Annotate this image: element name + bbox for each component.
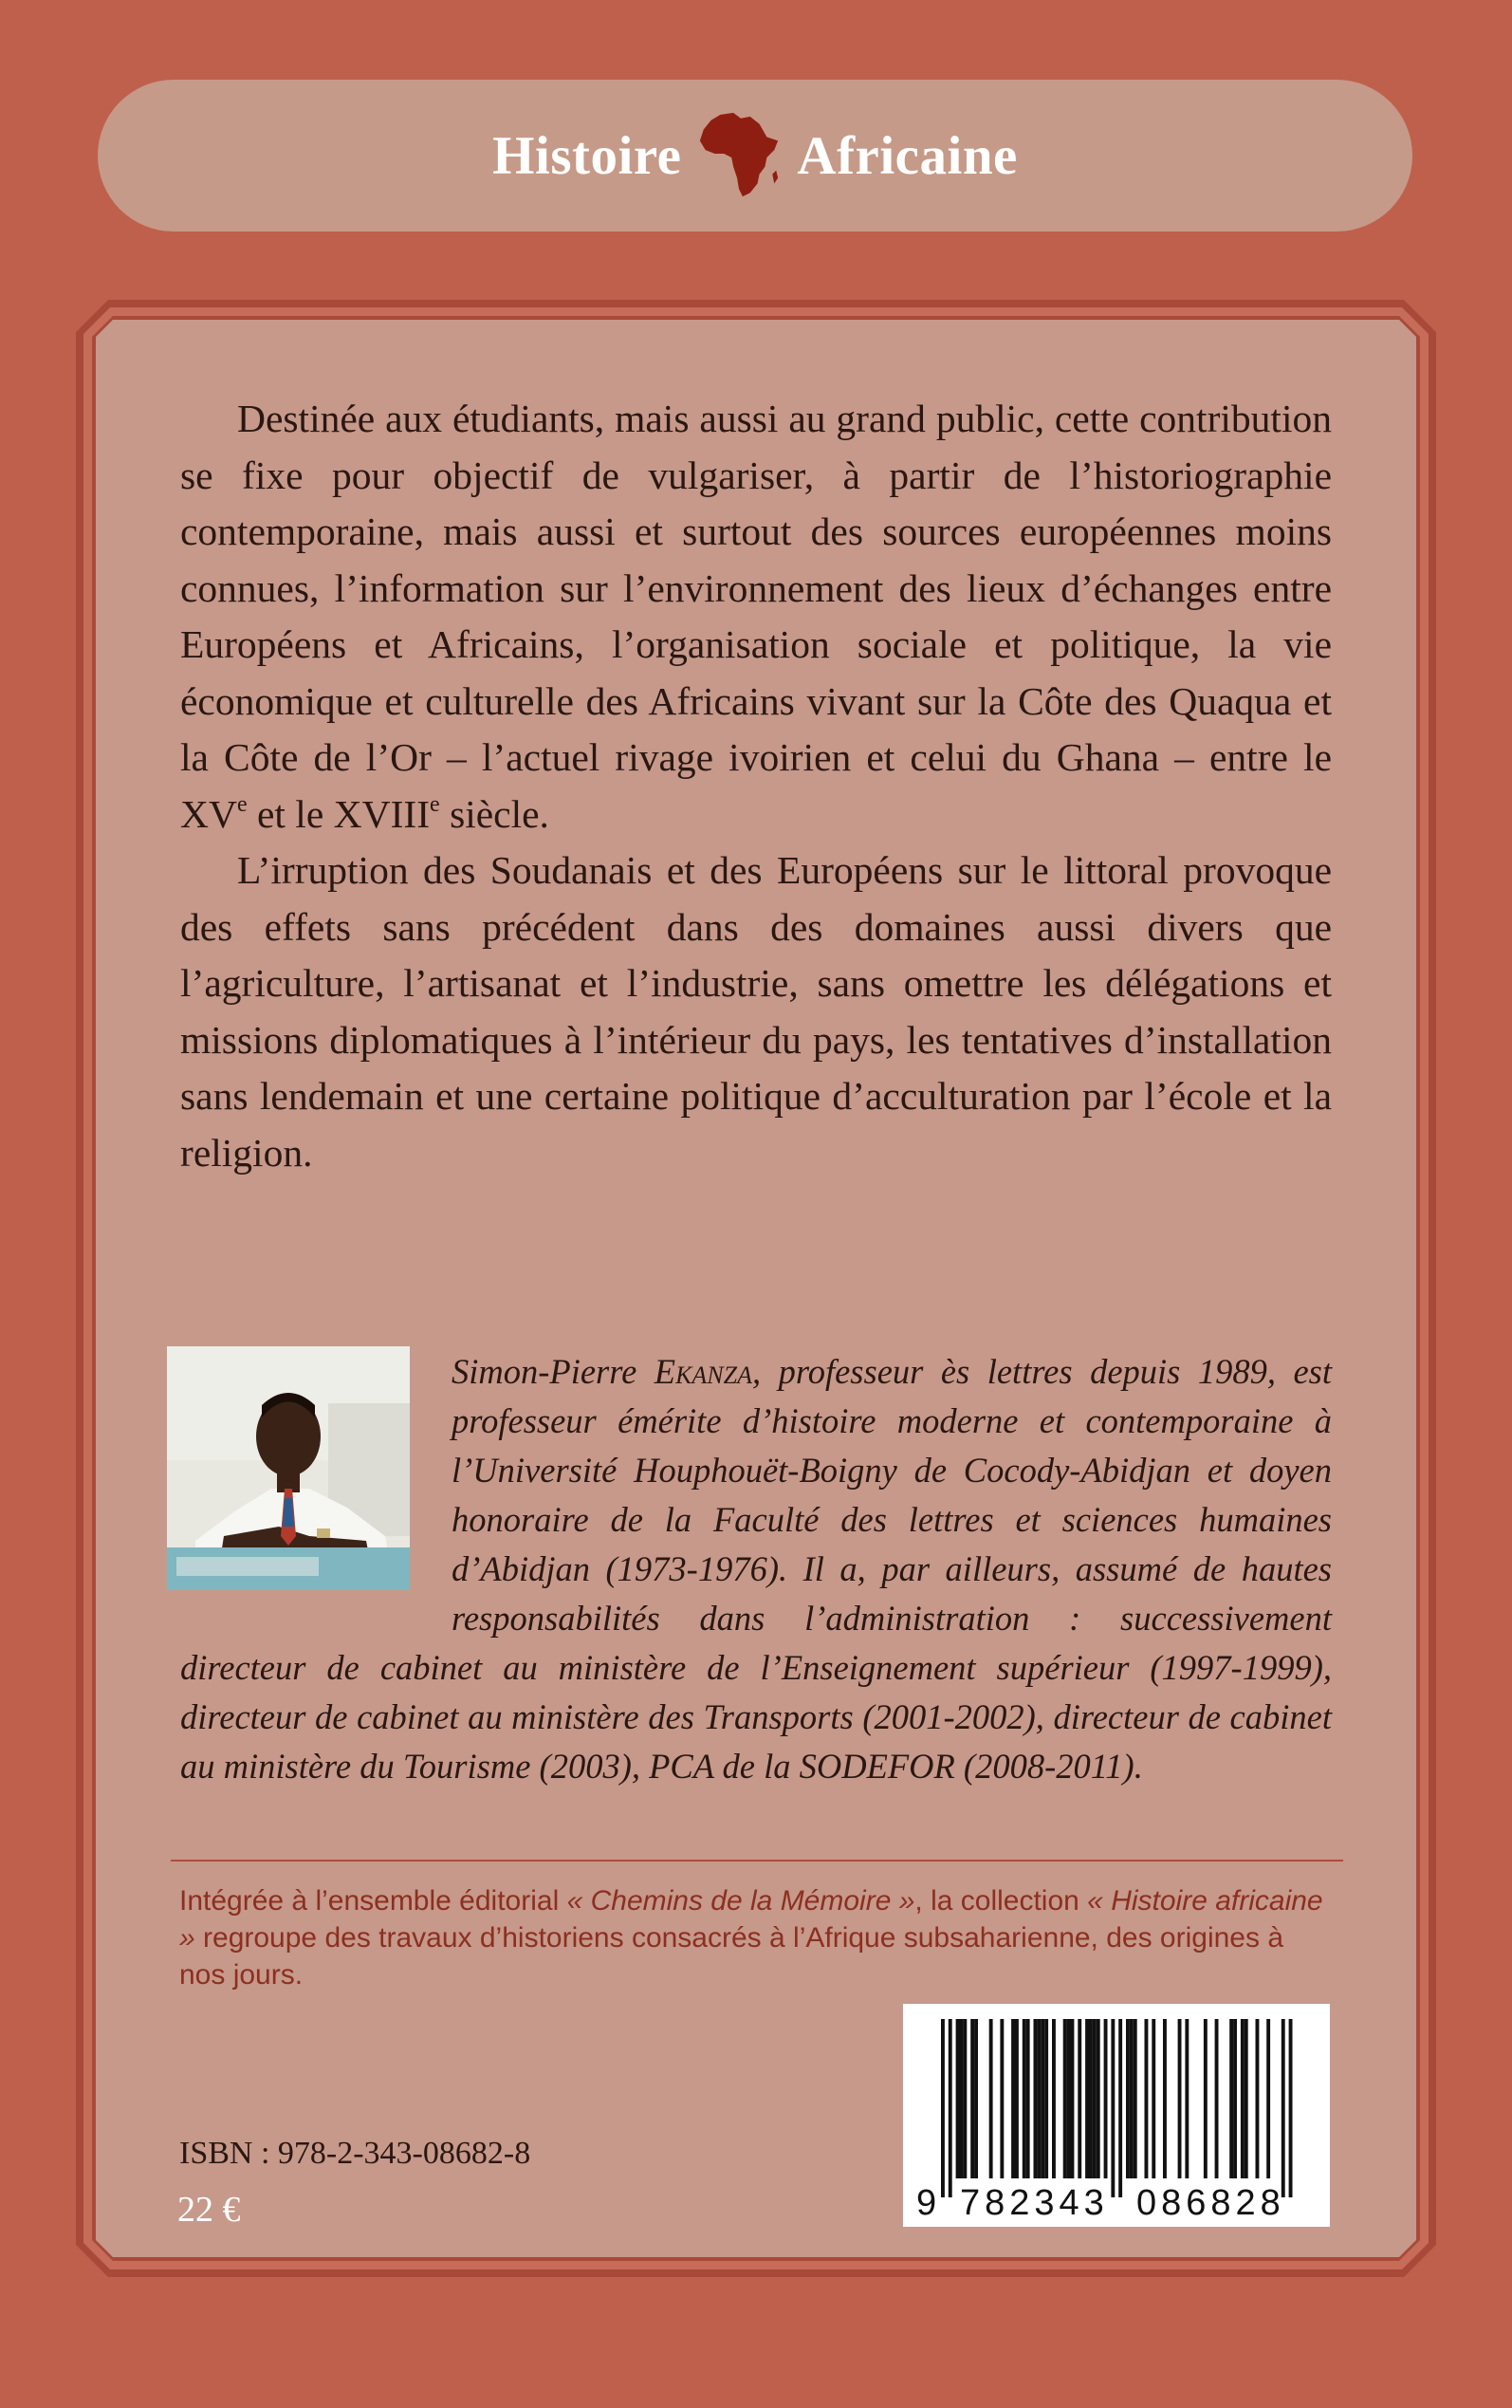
barcode [903, 2004, 1330, 2227]
barcode-bar [1289, 2019, 1293, 2197]
collection-note: Intégrée à l’ensemble éditorial « Chemins de la Mémoire », la collection « Histoire africaine » regroupe des travaux d’historiens consacrés à l’Afrique subsaharienne, des origines à nos jours. [179, 1885, 1323, 1991]
barcode-bar [989, 2019, 993, 2178]
barcode-bar [1041, 2019, 1044, 2178]
barcode-bar [1256, 2019, 1260, 2178]
author-bio-text: , professeur ès lettres depuis 1989, est professeur émérite d’histoire moderne et contemporaine à l’Université Houphouët-Boigny de Cocody-Abidjan et doyen honoraire de la Faculté des lettres et sciences humaines d’Abidjan (1973-1976). Il a, par ailleurs, assumé de hautes responsabilités dans l’administration : successivement directeur de cabinet au ministère de l’Enseignement supérieur (1997-1999), directeur de cabinet au ministère des Transports (2001-2002), directeur de cabinet au ministère du Tourisme (2003), PCA de la SODEFOR (2008-2011). [180, 1352, 1332, 1786]
barcode-bar [1026, 2019, 1030, 2178]
barcode-bar [1111, 2019, 1115, 2197]
barcode-bar [1163, 2019, 1167, 2178]
summary-paragraph-2: L’irruption des Soudanais et des Européens sur le littoral provoque des effets sans précédent dans des domaines aussi divers que l’agriculture, l’artisanat et l’industrie, sans omettre les délégations et missions diplomatiques à l’intérieur du pays, les tentatives d’installation sans lendemain et une certaine politique d’acculturation par l’école et la religion. [180, 848, 1332, 1175]
barcode-bar [1104, 2019, 1108, 2178]
barcode-bar [1071, 2019, 1075, 2178]
series-name-chemins: « Chemins de la Mémoire » [566, 1885, 915, 1917]
barcode-bar [1085, 2019, 1089, 2178]
barcode-digits-group-2: 086828 [1136, 2183, 1285, 2223]
barcode-bar [1152, 2019, 1155, 2178]
author-bio [180, 1347, 1332, 1791]
barcode-bar [1282, 2019, 1285, 2197]
summary-text [180, 391, 1332, 1181]
barcode-bar [963, 2019, 967, 2178]
collection-banner [98, 80, 1412, 232]
barcode-bar [941, 2019, 945, 2197]
barcode-bar [1097, 2019, 1100, 2178]
barcode-bar [1134, 2019, 1137, 2178]
barcode-bar [1229, 2019, 1233, 2178]
barcode-bar [1204, 2019, 1208, 2178]
barcode-bar [1015, 2019, 1019, 2178]
banner-word-histoire: Histoire [492, 125, 682, 186]
barcode-bar [1266, 2019, 1270, 2178]
barcode-bar [1023, 2019, 1026, 2178]
barcode-digit-lead: 9 [916, 2183, 937, 2223]
section-divider [171, 1860, 1343, 1862]
author-first-names: Simon-Pierre [452, 1352, 655, 1391]
barcode-bar [1052, 2019, 1056, 2178]
barcode-bar [1241, 2019, 1245, 2178]
author-surname: Ekanza [654, 1352, 752, 1391]
africa-map-icon [692, 109, 785, 202]
summary-paragraph-1: Destinée aux étudiants, mais aussi au grand public, cette contribution se fixe pour objectif de vulgariser, à partir de l’historiographie contemporaine, mais aussi et surtout des sources européennes moins connues, l’information sur l’environnement des lieux d’échanges entre Européens et Africains, l’organisation sociale et politique, la vie économique et culturelle des Africains vivant sur la Côte des Quaqua et la Côte de l’Or – l’actuel rivage ivoirien et celui du Ghana – entre le XVe et le XVIIIe siècle. [180, 397, 1332, 836]
barcode-bar [1126, 2019, 1130, 2178]
barcode-bar [960, 2019, 964, 2178]
barcode-bar [1089, 2019, 1093, 2178]
barcode-bar [1067, 2019, 1071, 2178]
barcode-bar [1118, 2019, 1122, 2197]
isbn: ISBN : 978-2-343-08682-8 [179, 2136, 531, 2171]
barcode-bar [1011, 2019, 1015, 2178]
barcode-bar [970, 2019, 974, 2178]
barcode-bar [949, 2019, 952, 2197]
barcode-bar [1130, 2019, 1134, 2178]
barcode-bar [974, 2019, 978, 2178]
barcode-bar [1185, 2019, 1189, 2178]
barcode-bar [1145, 2019, 1149, 2178]
barcode-bar [1044, 2019, 1048, 2178]
barcode-bar [1215, 2019, 1219, 2178]
series-name-histoire: « Histoire africaine » [179, 1885, 1323, 1954]
barcode-bar [1063, 2019, 1067, 2178]
barcode-digits-group-1: 782343 [960, 2183, 1109, 2223]
barcode-bar [1178, 2019, 1182, 2178]
barcode-bar [956, 2019, 960, 2178]
barcode-bar [1034, 2019, 1038, 2178]
barcode-bar [1037, 2019, 1041, 2178]
barcode-bar [1000, 2019, 1004, 2178]
barcode-bar [1078, 2019, 1081, 2178]
barcode-bar [1233, 2019, 1237, 2178]
barcode-bar [1245, 2019, 1248, 2178]
barcode-bar [1093, 2019, 1097, 2178]
banner-word-africaine: Africaine [797, 125, 1018, 186]
price: 22 € [177, 2190, 241, 2230]
